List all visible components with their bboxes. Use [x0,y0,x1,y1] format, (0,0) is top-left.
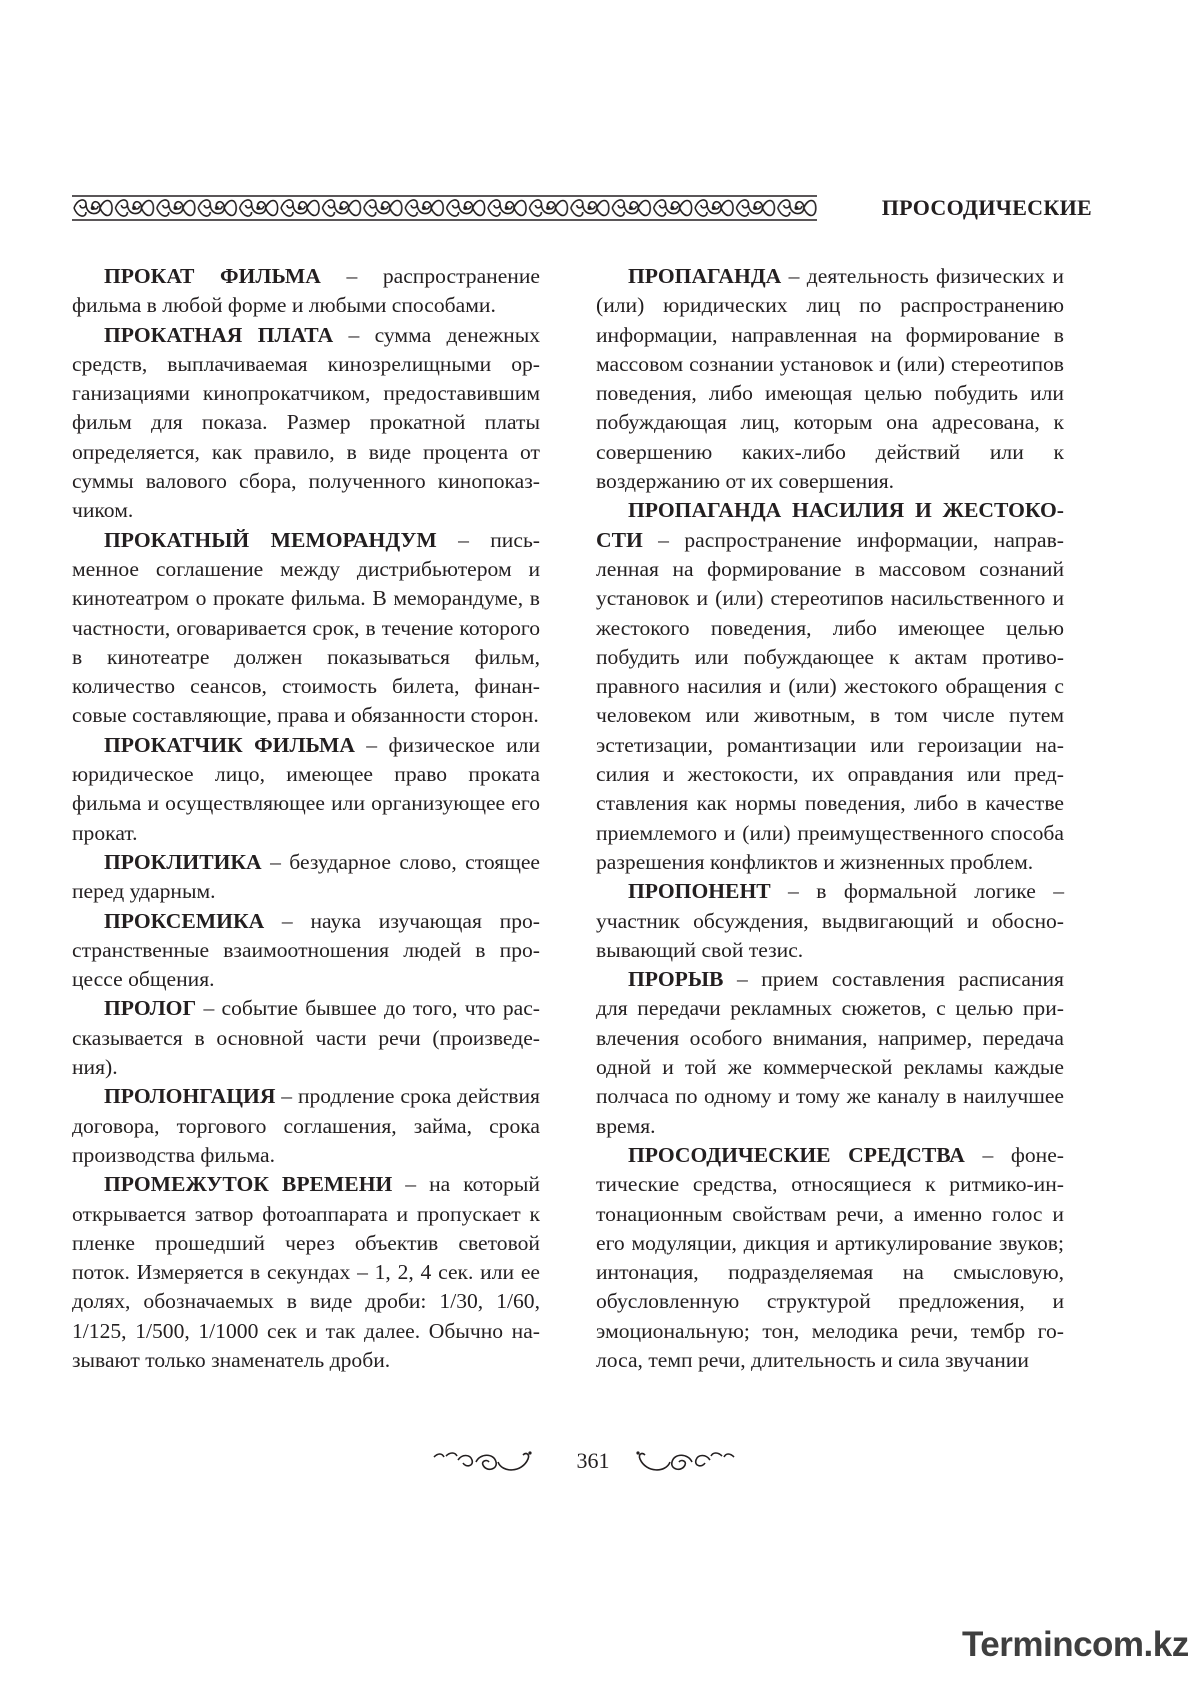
running-header [72,190,1092,226]
dictionary-entry [72,1082,540,1170]
running-header-title: ПРОСОДИЧЕСКИЕ [881,195,1092,220]
entry-term: ПРОЛОНГАЦИЯ [104,1084,276,1109]
dictionary-entry [596,262,1064,496]
dictionary-entry [72,1170,540,1375]
site-watermark-logo [962,1624,1189,1666]
entry-definition: – на который открывается затвор фотоаппарата и пропускает к пленке прошедший через объектив световой поток. Измеряется в секундах – 1, 2, 4 сек. или ее долях, обозначаемых в виде дроби: 1/30, 1/60, 1/125, 1/500, 1/1000 сек и так далее. Обычно называют только знаменатель дроби. [72,1172,540,1372]
dictionary-entry [596,496,1064,877]
dictionary-entry [596,877,1064,965]
dictionary-entry [72,907,540,995]
entry-term: ПРОКЛИТИКА [104,849,262,874]
left-column [72,262,540,1375]
entry-term: ПРОКАТНАЯ ПЛАТА [104,322,334,347]
page-footer [0,1443,1191,1483]
dictionary-entry [72,994,540,1082]
entry-definition: – сумма денежных средств, выплачиваемая кинозрелищными организациями кинопрокатчиком, предоставившим фильм для показа. Размер прокатной платы определяется, как правило, в виде процента от суммы валового сбора, полученного кинопоказчиком. [72,322,540,523]
watermark-text: Termincom.kz [962,1625,1189,1664]
entry-definition: – в формальной логике – участник обсуждения, выдвигающий и обосновывающий свой тезис. [596,879,1064,962]
dictionary-entry [72,321,540,526]
entry-term: ПРОЛОГ [104,996,197,1021]
dictionary-entry [596,965,1064,1141]
dictionary-entry [72,262,540,321]
entry-term: ПРОКАТНЫЙ МЕМОРАНДУМ [104,527,437,552]
dictionary-entry [72,731,540,848]
entry-definition: – деятельность физических и (или) юридических лиц по распространению информации, направленная на формирование в массовом сознании установок и (или) стереотипов поведения, либо имеющая целью побудить или побуждающая лиц, которым она адресована, к совершению каких-либо действий или к воздержанию от их совершения. [596,264,1064,494]
entry-term: ПРОСОДИЧЕСКИЕ СРЕДСТВА [628,1142,965,1167]
ornament-band-icon [72,194,817,222]
dictionary-entry [72,526,540,731]
entry-definition: – наука изучающая пространственные взаимоотношения людей в процессе общения. [72,908,540,992]
entry-definition: – продление срока действия договора, торгового соглашения, займа, срока производства фильма. [72,1084,540,1167]
entry-definition: – распространение информации, направленная на формирование в массовом сознаний установок и (или) стереотипов насильственного и жестокого поведения, либо имеющее целью побудить или побуждающее к актам противоправного насилия и (или) жестокого обращения с человеком или животным, в том числе путем эстетизации, романтизации или героизации насилия и жестокости, их оправдания или представления как нормы поведения, либо в качестве приемлемого и (или) преимущественного способа разрешения конфликтов и жизненных проблем. [596,527,1064,874]
page-number: 361 [576,1448,610,1473]
entry-definition: – безударное слово, стоящее перед ударным. [72,849,540,904]
entry-term: ПРОМЕЖУТОК ВРЕМЕНИ [104,1172,393,1197]
entry-definition: – письменное соглашение между дистрибьютером и кинотеатром о прокате фильма. В меморандуме, в частности, оговаривается срок, в течение которого в кинотеатре должен показываться фильм, количество сеансов, стоимость билета, финансовые составляющие, права и обязанности сторон. [72,527,540,728]
entry-definition: – распространение фильма в любой форме и любыми способами. [72,264,540,318]
entry-term: ПРОПОНЕНТ [628,879,771,904]
scroll-ornament-left-icon [432,1449,534,1475]
entry-definition: – фонетические средства, относящиеся к ритмико-интонационным свойствам речи, а именно голос и его модуляции, дикция и артикулирование звуков; интонация, подразделяемая на смысловую, обусловленную структурой предложения, и эмоциональную; тон, мелодика речи, тембр голоса, темп речи, длительность и сила звучании [596,1142,1064,1372]
entry-term: ПРОПАГАНДА [628,264,782,288]
dictionary-entry [72,848,540,907]
dictionary-entry [596,1141,1064,1375]
entry-term: ПРОКСЕМИКА [104,908,265,933]
entry-term: ПРОПАГАНДА НАСИЛИЯ И ЖЕСТОКОСТИ [596,498,1064,552]
entry-definition: – событие бывшее до того, что рассказывается в основной части речи (произведения). [72,996,540,1080]
scroll-ornament-right-icon [634,1449,736,1475]
entry-term: ПРОРЫВ [628,967,724,992]
entry-definition: – физическое или юридическое лицо, имеющее право проката фильма и осуществляющее или организующее его прокат. [72,732,540,845]
entry-term: ПРОКАТ ФИЛЬМА [104,264,321,288]
right-column [596,262,1064,1375]
entry-definition: – прием составления расписания для передачи рекламных сюжетов, с целью привлечения особого внимания, например, передача одной и той же коммерческой рекламы каждые полчаса по одному и тому же каналу в наилучшее время. [596,967,1064,1138]
entry-term: ПРОКАТЧИК ФИЛЬМА [104,732,355,757]
